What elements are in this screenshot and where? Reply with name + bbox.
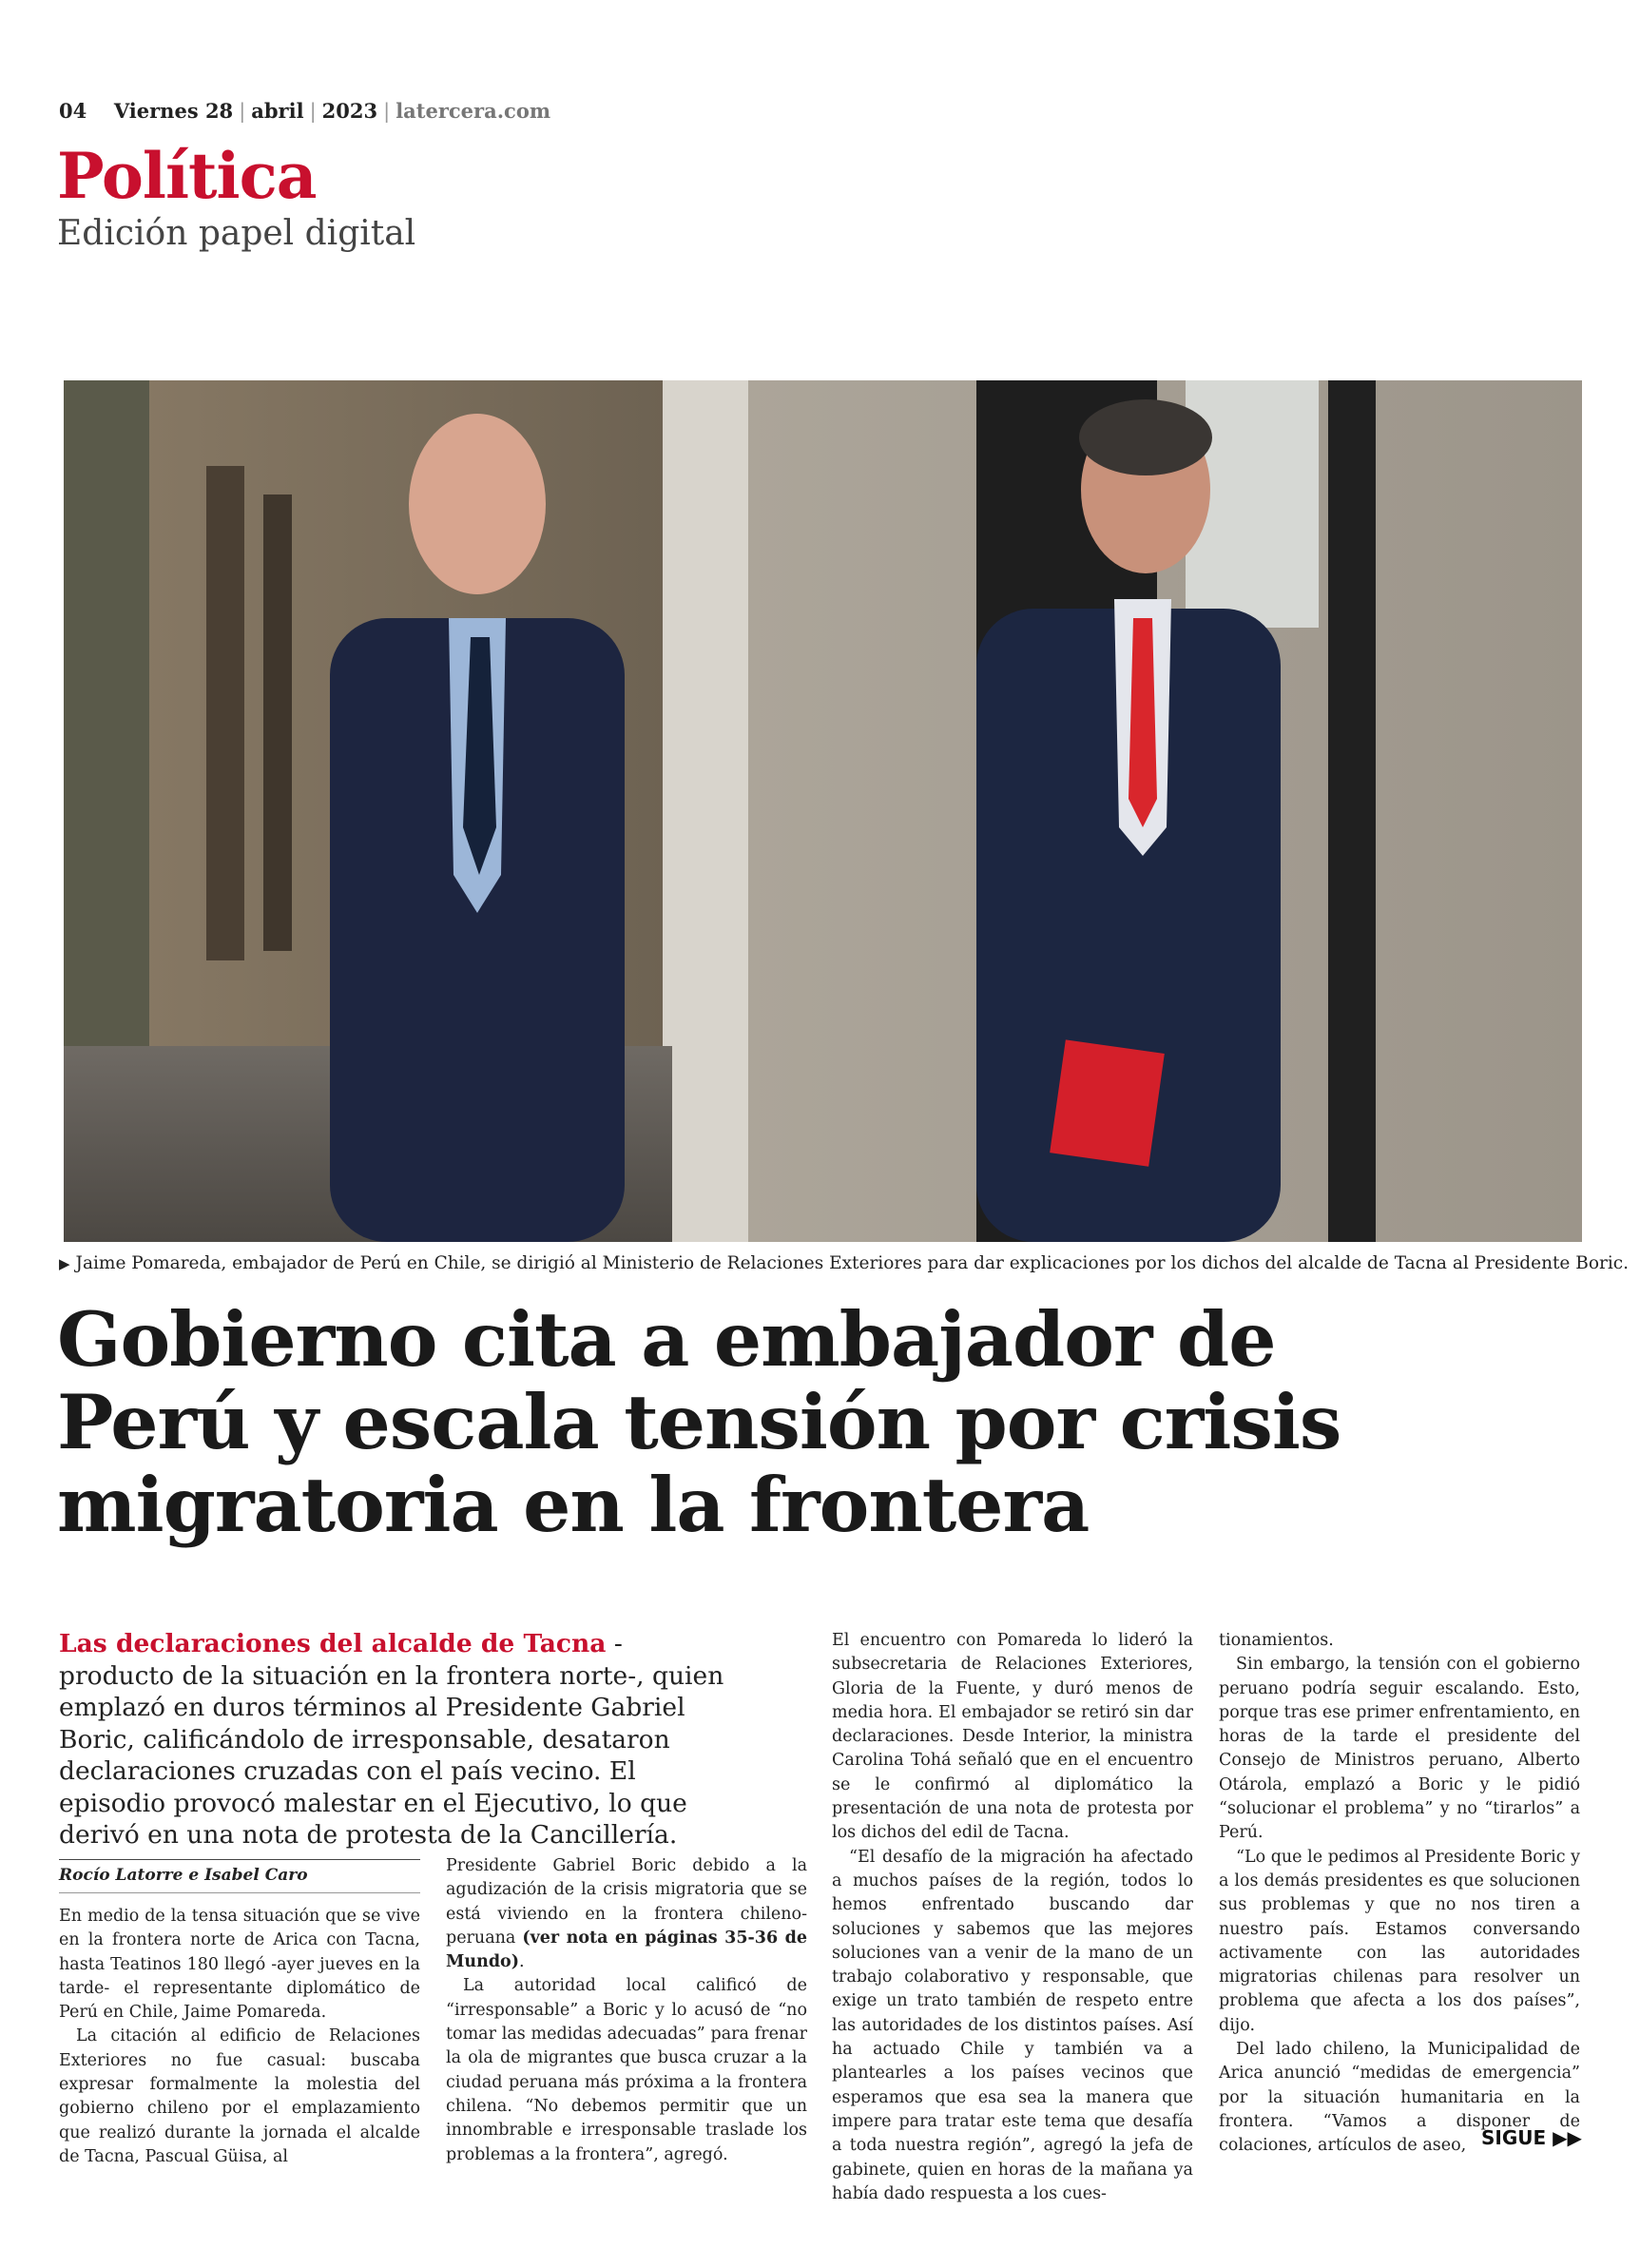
lead-kicker: Las declaraciones del alcalde de Tacna bbox=[59, 1629, 607, 1658]
section-title: Política bbox=[57, 139, 317, 213]
paragraph: La citación al edificio de Relaciones Exteriores no fue casual: buscaba expresar formalmente la molestia del gobierno chileno por el emplazamiento que realizó durante la jornada el alcalde de Tacna, Pascual Güisa, al bbox=[59, 2026, 420, 2166]
lead-text: -producto de la situación en la frontera norte-, quien emplazó en duros términos al Presidente Gabriel Boric, calificándolo de irresponsable, desataron declaraciones cruzadas con el país vecino. El episodio provocó malestar en el Ejecutivo, lo que derivó en una nota de protesta de la Cancillería. bbox=[59, 1629, 724, 1850]
paragraph: En medio de la tensa situación que se vive en la frontera norte de Arica con Tacna, hasta Teatinos 180 llegó -ayer jueves en la tarde- el representante diplomático de Perú en Chile, Jaime Pomareda. bbox=[59, 1907, 420, 2023]
photo-caption bbox=[59, 1253, 1629, 1273]
site-url: latercera.com bbox=[396, 99, 551, 123]
article-photo bbox=[64, 380, 1582, 1242]
headline-line: migratoria en la frontera bbox=[57, 1461, 1090, 1549]
caption-arrow-icon: ▶ bbox=[59, 1255, 70, 1272]
paragraph-end: . bbox=[519, 1952, 525, 1972]
folio-line: 04 Viernes 28 | abril | 2023 | latercera.com bbox=[59, 99, 551, 123]
byline: Rocío Latorre e Isabel Caro bbox=[59, 1860, 420, 1893]
body-column-4 bbox=[1219, 1629, 1580, 2159]
body-column-1 bbox=[59, 1905, 420, 2169]
edition-label: Edición papel digital bbox=[57, 214, 416, 253]
paragraph: “Lo que le pedimos al Presidente Boric y a los demás presidentes es que solucionen sus problemas y que no nos tiren a nuestro país. Estamos conversando activamente con las autoridades migratorias chilenas para resolver un problema que afecta a los dos países”, dijo. bbox=[1219, 1847, 1580, 2035]
paragraph-text: Presidente Gabriel Boric debido a la agudización de la crisis migratoria que se está viviendo en la frontera chileno-peruana bbox=[446, 1856, 807, 1948]
caption-text: Jaime Pomareda, embajador de Perú en Chile, se dirigió al Ministerio de Relaciones Exteriores para dar explicaciones por los dichos del alcalde de Tacna al Presidente Boric. bbox=[75, 1253, 1629, 1273]
paragraph: Del lado chileno, la Municipalidad de Arica anunció “medidas de emergencia” por la situación humanitaria en la frontera. “Vamos a disponer de colaciones, artículos de aseo, bbox=[1219, 2040, 1580, 2156]
article-lead bbox=[59, 1628, 724, 1851]
byline-block bbox=[59, 1859, 420, 1893]
article-headline bbox=[57, 1295, 1588, 1549]
body-column-3 bbox=[832, 1629, 1193, 2206]
headline-line: Gobierno cita a embajador de bbox=[57, 1295, 1276, 1384]
date-weekday: Viernes 28 bbox=[113, 99, 234, 123]
page-number: 04 bbox=[59, 99, 87, 123]
date-year: 2023 bbox=[321, 99, 378, 123]
photo-illustration bbox=[64, 380, 1582, 1242]
paragraph: Sin embargo, la tensión con el gobierno peruano podría seguir escalando. Esto, porque tras ese primer enfrentamiento, en horas de la tarde el presidente del Consejo de Ministros peruano, Alberto Otárola, emplazó a Boric y le pidió “solucionar el problema” y no “tirarlos” a Perú. bbox=[1219, 1655, 1580, 1843]
continue-link[interactable]: SIGUE ▶▶ bbox=[1481, 2126, 1582, 2149]
paragraph: La autoridad local calificó de “irresponsable” a Boric y lo acusó de “no tomar las medidas adecuadas” para frenar la ola de migrantes que busca cruzar a la ciudad peruana más próxima a la frontera chilena. “No debemos permitir que un innombrable e irresponsable traslade los problemas a la frontera”, agregó. bbox=[446, 1976, 807, 2164]
paragraph bbox=[446, 1854, 807, 1974]
date-month: abril bbox=[251, 99, 304, 123]
headline-line: Perú y escala tensión por crisis bbox=[57, 1378, 1341, 1466]
cross-reference: (ver nota en páginas 35-36 de Mundo) bbox=[446, 1928, 807, 1972]
paragraph: tionamientos. bbox=[1219, 1631, 1334, 1650]
paragraph: “El desafío de la migración ha afectado a muchos países de la región, todos lo hemos enfrentado buscando dar soluciones y sabemos que las mejores soluciones van a venir de la mano de un trabajo colaborativo y responsable, que exige un trato también de respeto entre las autoridades de los distintos países. Así ha actuado Chile y también va a plantearles a los países vecinos que esperamos que esa sea la manera que impere para tratar este tema que desafía a toda nuestra región”, agregó la jefa de gabinete, quien en horas de la mañana ya había dado respuesta a los cues- bbox=[832, 1847, 1193, 2203]
paragraph: El encuentro con Pomareda lo lideró la subsecretaria de Relaciones Exteriores, Gloria de la Fuente, y duró menos de media hora. El embajador se retiró sin dar declaraciones. Desde Interior, la ministra Carolina Tohá señaló que en el encuentro se le confirmó al diplomático la presentación de una nota de protesta por los dichos del edil de Tacna. bbox=[832, 1631, 1193, 1843]
body-column-2 bbox=[446, 1854, 807, 2167]
